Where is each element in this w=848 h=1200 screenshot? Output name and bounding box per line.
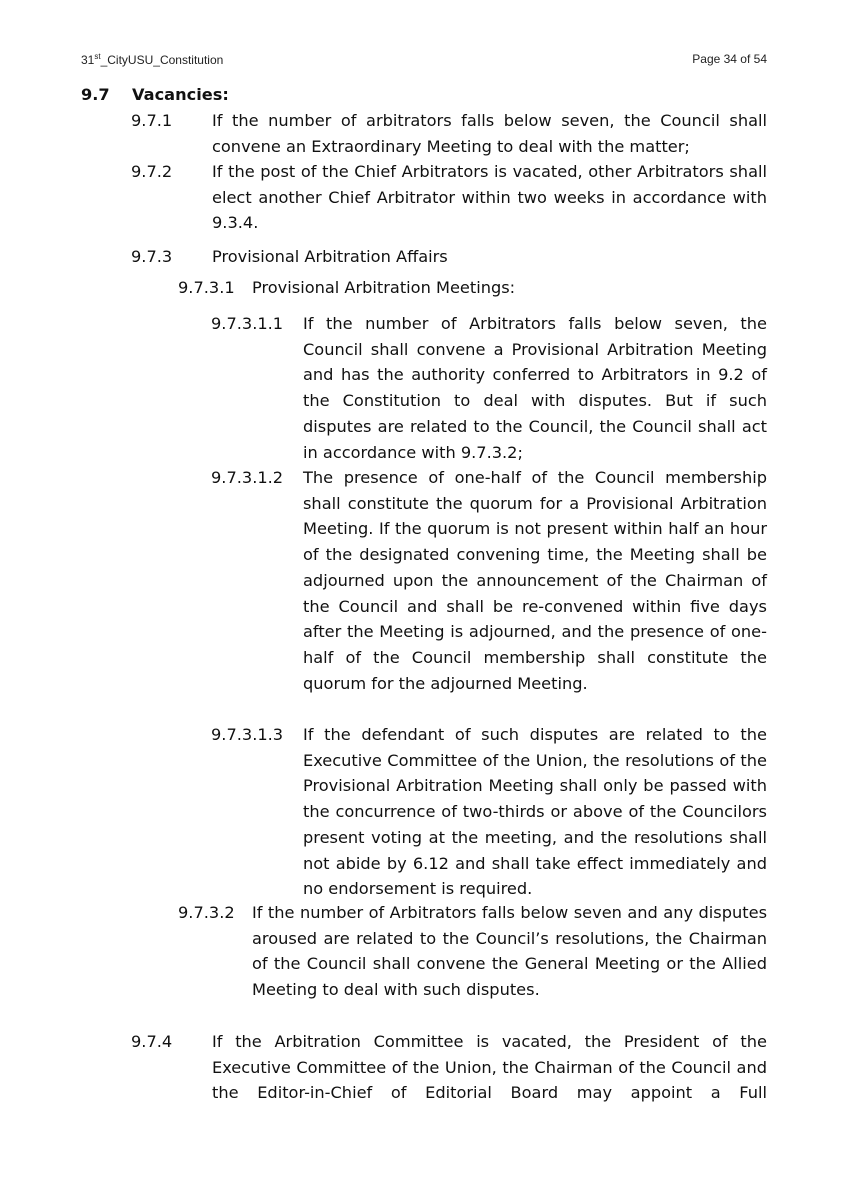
clause-9-7-3 (131, 244, 767, 270)
section-title: Vacancies: (132, 85, 229, 104)
clause-number: 9.7.3.1 (178, 278, 235, 297)
clause-number: 9.7.3.1.2 (211, 468, 284, 487)
clause-text: If the defendant of such disputes are related to the Executive Committee of the Union, the resolutions of the Provisional Arbitration Meeting shall only be passed with the concurrence of two-thirds or above of the Councilors present voting at the meeting, and the resolutions shall not abide by 6.12 and shall take effect immediately and no endorsement is required. (303, 725, 767, 899)
clause-number: 9.7.4 (131, 1032, 173, 1051)
clause-9-7-1 (131, 108, 767, 159)
clause-text: Provisional Arbitration Affairs (212, 247, 448, 266)
clause-9-7-3-1-3 (211, 722, 767, 902)
page-number: Page 34 of 54 (692, 52, 767, 66)
clause-text: If the number of arbitrators falls below seven, the Council shall convene an Extraordinary Meeting to deal with the matter; (212, 111, 767, 156)
clause-text: If the post of the Chief Arbitrators is vacated, other Arbitrators shall elect another Chief Arbitrator within two weeks in accordance with 9.3.4. (212, 162, 767, 233)
clause-text: If the number of Arbitrators falls below seven, the Council shall convene a Provisional Arbitration Meeting and has the authority conferred to Arbitrators in 9.2 of the Constitution to deal with disputes. But if such disputes are related to the Council, the Council shall act in accordance with 9.7.3.2; (303, 314, 767, 462)
clause-number: 9.7.3.1.3 (211, 725, 284, 744)
clause-9-7-3-1-1 (211, 311, 767, 465)
clause-number: 9.7.3.2 (178, 903, 235, 922)
clause-9-7-3-1-2 (211, 465, 767, 696)
clause-number: 9.7.1 (131, 111, 173, 130)
clause-9-7-4 (131, 1029, 767, 1106)
clause-9-7-3-2 (178, 900, 767, 1003)
page-header (81, 52, 767, 67)
clause-number: 9.7.2 (131, 162, 173, 181)
section-number: 9.7 (81, 85, 110, 104)
document-title: 31st_CityUSU_Constitution (81, 52, 224, 67)
section-heading (81, 82, 229, 108)
clause-number: 9.7.3 (131, 247, 173, 266)
clause-text: Provisional Arbitration Meetings: (252, 278, 516, 297)
clause-text: If the number of Arbitrators falls below seven and any disputes aroused are related to the Council’s resolutions, the Chairman of the Council shall convene the General Meeting or the Allied Meeting to deal with such disputes. (252, 903, 767, 1000)
clause-text: If the Arbitration Committee is vacated, the President of the Executive Committee of the Union, the Chairman of the Council and the Editor-in-Chief of Editorial Board may appoint a Full (212, 1032, 767, 1103)
clause-9-7-2 (131, 159, 767, 236)
clause-9-7-3-1 (178, 275, 767, 301)
clause-number: 9.7.3.1.1 (211, 314, 284, 333)
clause-text: The presence of one-half of the Council membership shall constitute the quorum for a Provisional Arbitration Meeting. If the quorum is not present within half an hour of the designated convening time, the Meeting shall be adjourned upon the announcement of the Chairman of the Council and shall be re-convened within five days after the Meeting is adjourned, and the presence of one-half of the Council membership shall constitute the quorum for the adjourned Meeting. (303, 468, 767, 693)
